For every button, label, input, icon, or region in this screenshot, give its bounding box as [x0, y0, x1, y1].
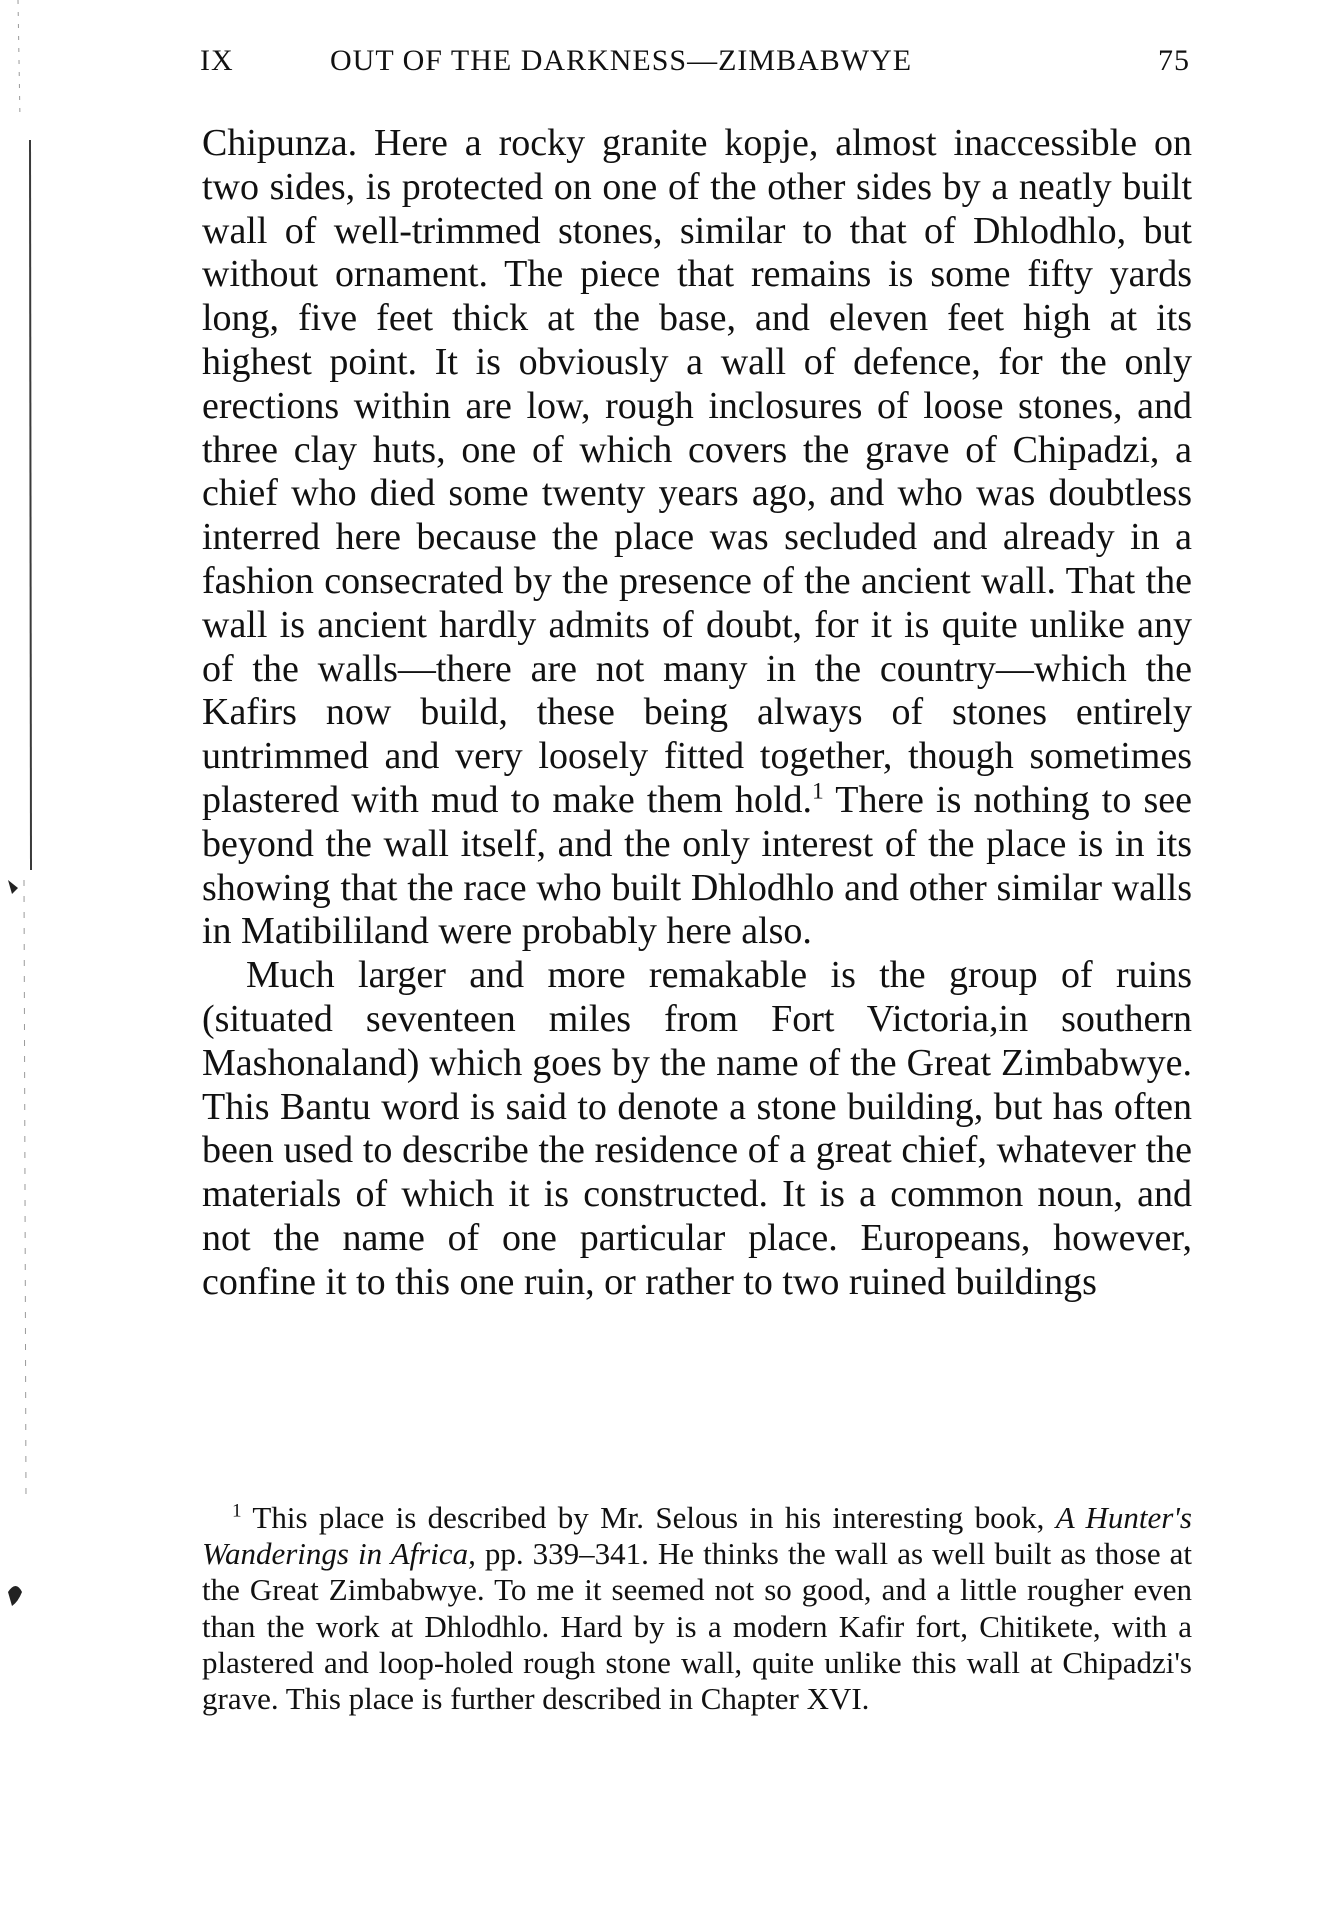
paragraph-text: Much larger and more remakable is the group of ruins (situated seventeen miles from Fort Victoria,in southern Mashonaland) which goes by the name of the Great Zimbabwye. This Bantu word is said to denote a stone building, but has often been used to describe the residence of a great chief, whatever the materials of which it is constructed. It is a common noun, and not the name of one particular place. Europeans, however, confine it to this one ruin, or rather to two ruined buildings — [202, 954, 1192, 1303]
footnote-text: pp. 339–341. He thinks the wall as well built as those at the Great Zimbabwye. To me it seemed not so good, and a little rougher even than the work at Dhlodhlo. Hard by is a modern Kafir fort, Chitikete, with a plastered and loop-holed rough stone wall, quite unlike this wall at Chipadzi's grave. This place is further described in Chapter XVI. — [202, 1536, 1192, 1717]
running-head — [200, 44, 1190, 88]
paragraph — [202, 954, 1192, 1304]
running-title: OUT OF THE DARKNESS—ZIMBABWYE — [330, 44, 913, 77]
page-number: 75 — [1158, 44, 1190, 77]
footnote-book-title: A Hunter's Wanderings in Africa, — [202, 1500, 1192, 1572]
chapter-numeral: IX — [200, 44, 234, 77]
body-text — [202, 122, 1192, 1305]
footnote — [202, 1500, 1192, 1717]
paragraph-text: Chipunza. Here a rocky granite kopje, almost inaccessible on two sides, is protected on one of the other sides by a neatly built wall of well-trimmed stones, similar to that of Dhlodhlo, but without ornament. The piece that remains is some fifty yards long, five feet thick at the base, and eleven feet high at its highest point. It is obviously a wall of defence, for the only erections within are low, rough inclosures of loose stones, and three clay huts, one of which covers the grave of Chipadzi, a chief who died some twenty years ago, and who was doubtless interred here because the place was secluded and already in a fashion consecrated by the presence of the ancient wall. That the wall is ancient hardly admits of doubt, for it is quite unlike any of the walls—there are not many in the country—which the Kafirs now build, these being always of stones entirely untrimmed and very loosely fitted together, though sometimes plastered with mud to make them hold. — [202, 122, 1192, 821]
footnote-marker: 1 — [232, 1500, 242, 1522]
footnote-reference: 1 — [812, 778, 824, 805]
footnote-text: This place is described by Mr. Selous in his interesting book, — [252, 1500, 1045, 1535]
scan-margin-marks — [0, 0, 60, 1908]
paragraph-text: There is nothing to see beyond the wall itself, and the only interest of the place is in its showing that the race who built Dhlodhlo and other similar walls in Matibililand were probably here also. — [202, 778, 1192, 953]
paragraph — [202, 122, 1192, 954]
